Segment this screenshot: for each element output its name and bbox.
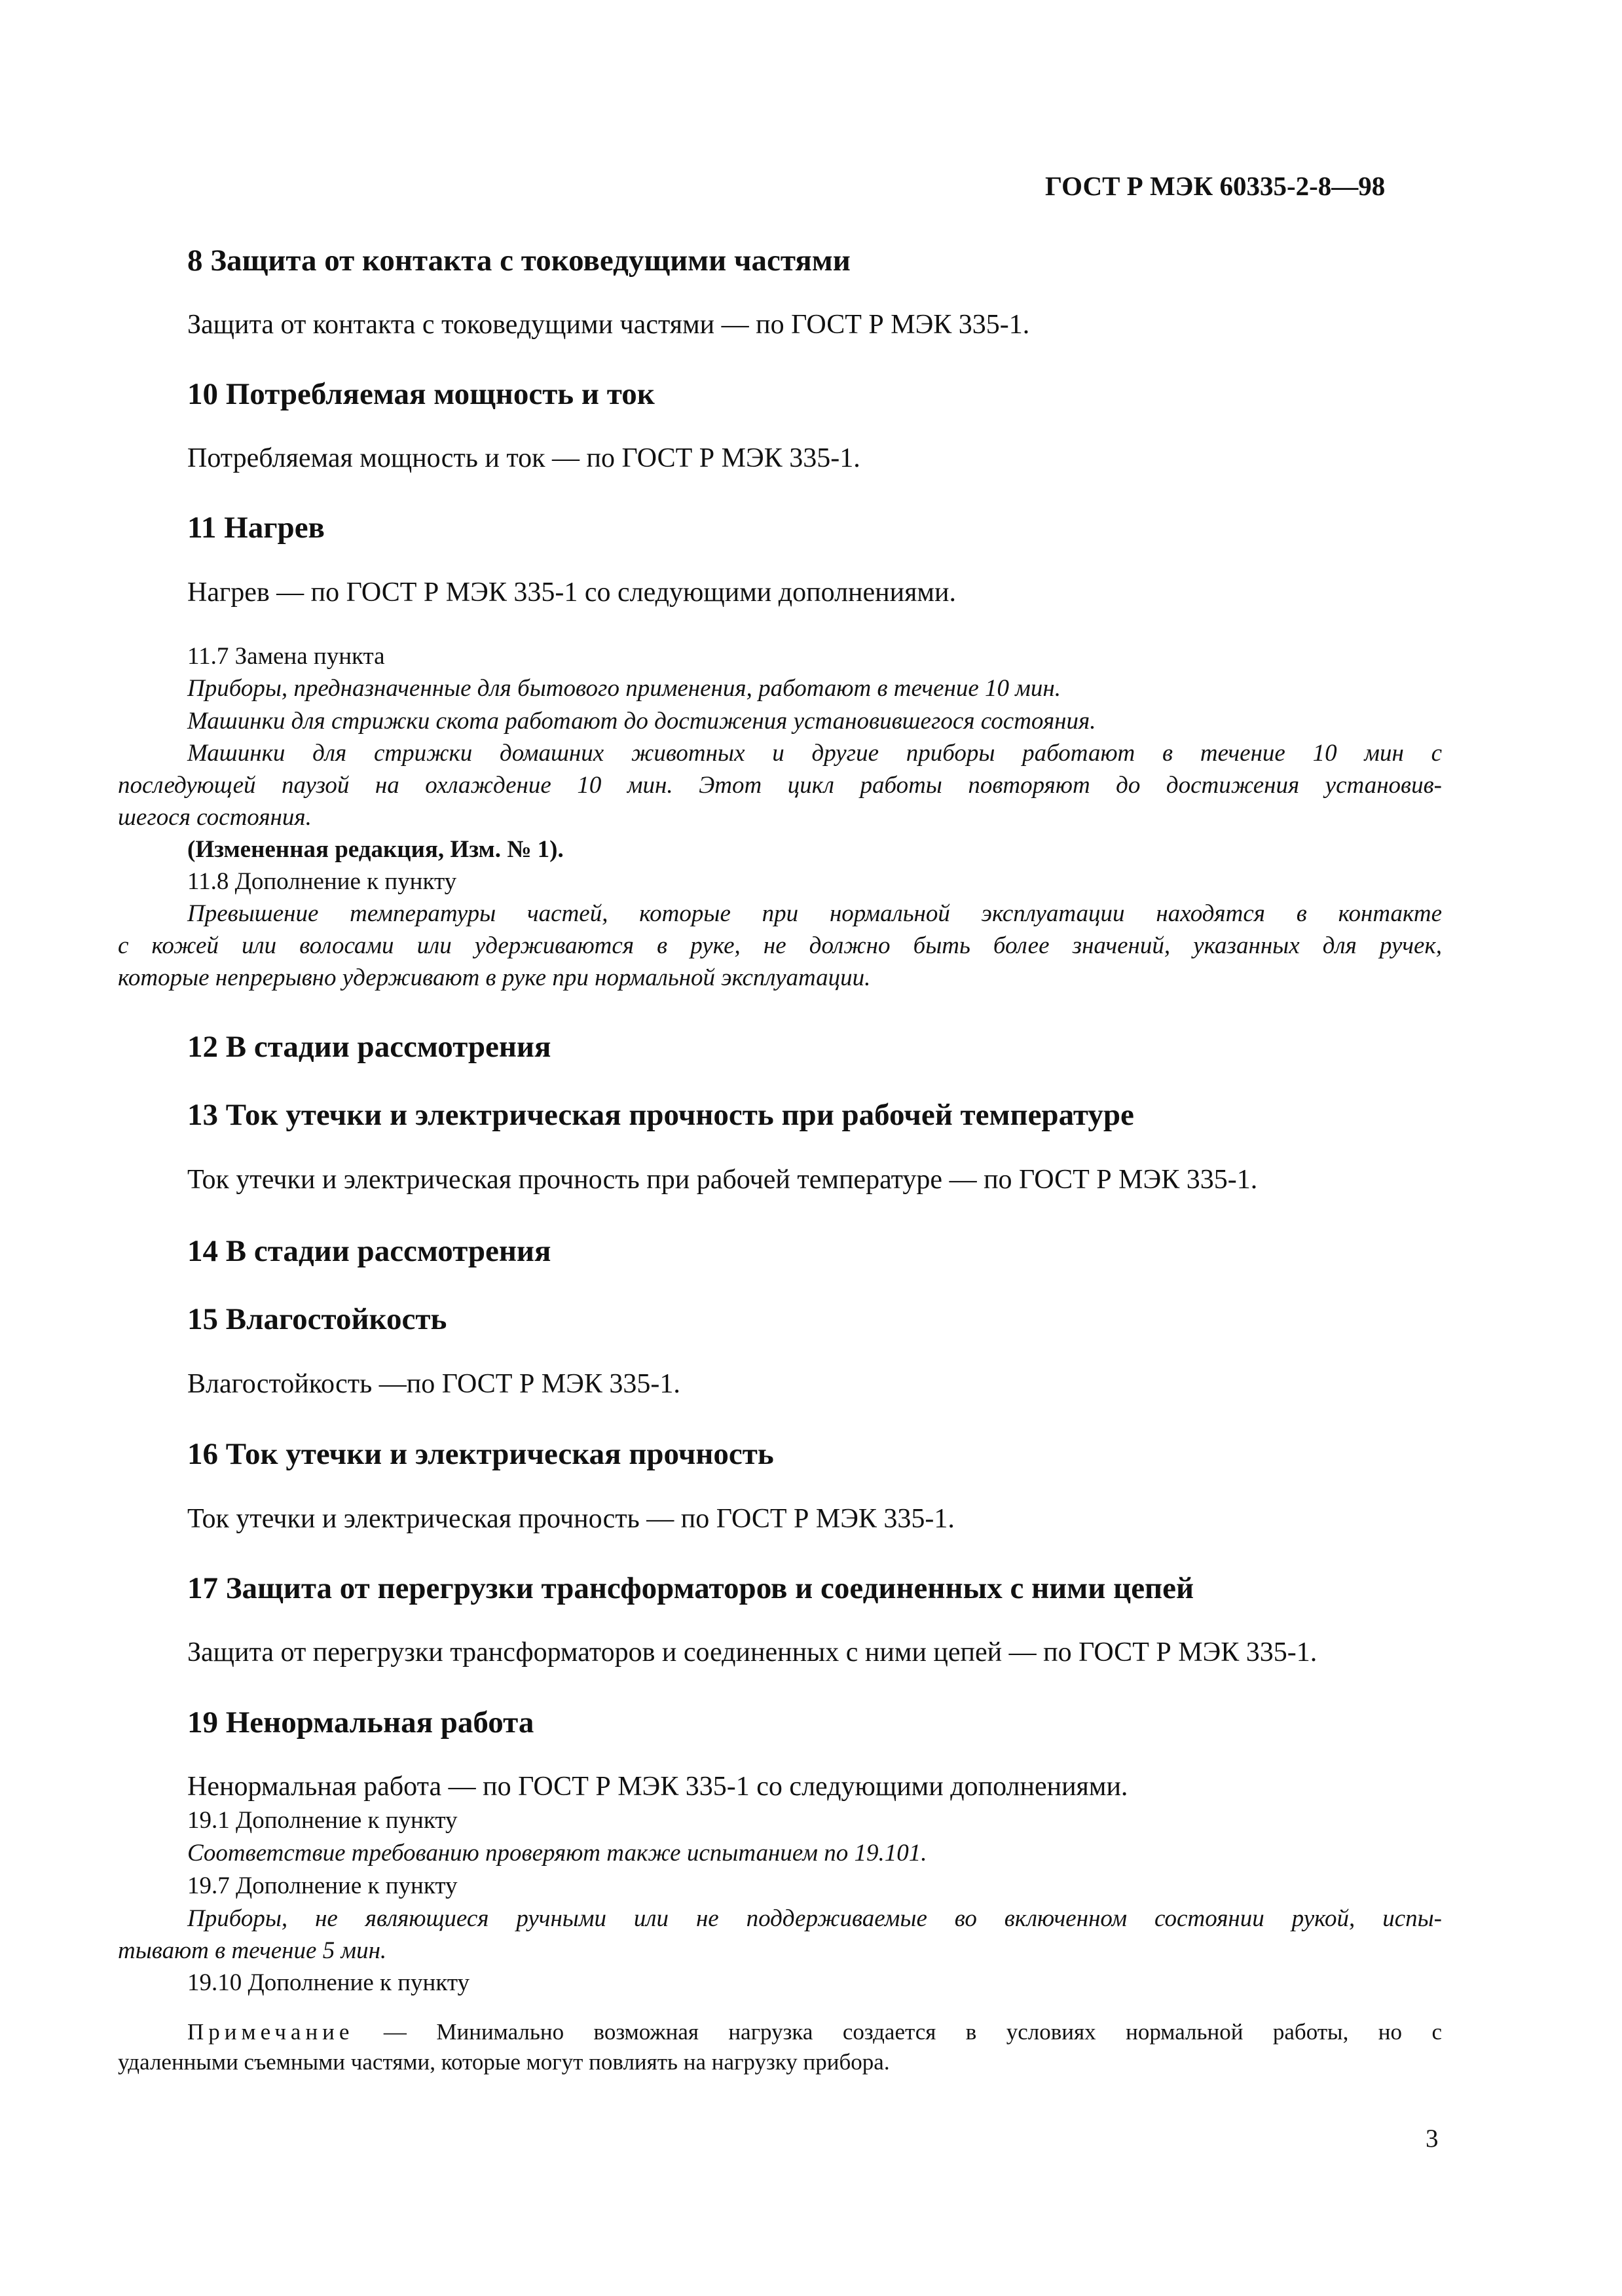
amendment-note: (Измененная редакция, Изм. № 1). <box>187 836 564 863</box>
section-heading-12: 12 В стадии рассмотрения <box>187 1030 551 1064</box>
clause-11-7-line: Приборы, предназначенные для бытового применения, работают в течение 10 мин. <box>187 675 1061 702</box>
clause-11-8: 11.8 Дополнение к пункту <box>187 868 457 895</box>
note-text: — Минимально возможная нагрузка создается в условиях нормальной работы, но с <box>354 2019 1442 2045</box>
clause-11-8-line: с кожей или волосами или удерживаются в руке, не должно быть более значений, указанных для ручек, <box>118 932 1442 959</box>
clause-11-7-line: последующей паузой на охлаждение 10 мин. Этот цикл работы повторяют до достижения установив- <box>118 772 1442 799</box>
clause-19-1-line: Соответствие требованию проверяют также испытанием по 19.101. <box>187 1840 927 1867</box>
clause-19-10: 19.10 Дополнение к пункту <box>187 1969 470 1996</box>
clause-11-7-line: Машинки для стрижки домашних животных и другие приборы работают в течение 10 мин с <box>187 740 1442 767</box>
clause-11-7-line: шегося состояния. <box>118 804 312 831</box>
section-text-8: Защита от контакта с токоведущими частями — по ГОСТ Р МЭК 335-1. <box>187 310 1030 340</box>
clause-19-7-line: Приборы, не являющиеся ручными или не поддерживаемые во включенном состоянии рукой, испы- <box>187 1905 1442 1932</box>
document-code: ГОСТ Р МЭК 60335-2-8—98 <box>1045 171 1386 201</box>
section-heading-13: 13 Ток утечки и электрическая прочность при рабочей температуре <box>187 1098 1134 1132</box>
section-text-11: Нагрев — по ГОСТ Р МЭК 335-1 со следующими дополнениями. <box>187 577 956 608</box>
section-text-16: Ток утечки и электрическая прочность — по ГОСТ Р МЭК 335-1. <box>187 1504 955 1534</box>
note <box>187 2019 1442 2045</box>
section-heading-11: 11 Нагрев <box>187 511 325 545</box>
section-text-10: Потребляемая мощность и ток — по ГОСТ Р МЭК 335-1. <box>187 443 860 473</box>
section-heading-14: 14 В стадии рассмотрения <box>187 1234 551 1268</box>
note-text: удаленными съемными частями, которые могут повлиять на нагрузку прибора. <box>118 2049 890 2075</box>
clause-11-8-line: которые непрерывно удерживают в руке при нормальной эксплуатации. <box>118 964 871 991</box>
section-heading-16: 16 Ток утечки и электрическая прочность <box>187 1437 774 1471</box>
section-heading-8: 8 Защита от контакта с токоведущими частями <box>187 244 851 278</box>
page-number: 3 <box>1426 2124 1439 2153</box>
section-heading-19: 19 Ненормальная работа <box>187 1705 534 1740</box>
section-text-19: Ненормальная работа — по ГОСТ Р МЭК 335-1 со следующими дополнениями. <box>187 1772 1128 1802</box>
section-text-15: Влагостойкость —по ГОСТ Р МЭК 335-1. <box>187 1369 680 1399</box>
section-heading-15: 15 Влагостойкость <box>187 1302 447 1336</box>
section-text-13: Ток утечки и электрическая прочность при рабочей температуре — по ГОСТ Р МЭК 335-1. <box>187 1165 1258 1195</box>
note-label: Примечание <box>187 2019 354 2045</box>
clause-19-7: 19.7 Дополнение к пункту <box>187 1872 458 1899</box>
section-heading-10: 10 Потребляемая мощность и ток <box>187 377 655 411</box>
clause-19-7-line: тывают в течение 5 мин. <box>118 1937 387 1964</box>
clause-11-8-line: Превышение температуры частей, которые при нормальной эксплуатации находятся в контакте <box>187 900 1442 927</box>
clause-19-1: 19.1 Дополнение к пункту <box>187 1807 458 1834</box>
clause-11-7: 11.7 Замена пункта <box>187 643 385 670</box>
section-heading-17: 17 Защита от перегрузки трансформаторов и соединенных с ними цепей <box>187 1571 1194 1605</box>
section-text-17: Защита от перегрузки трансформаторов и соединенных с ними цепей — по ГОСТ Р МЭК 335-1. <box>187 1637 1318 1667</box>
clause-11-7-line: Машинки для стрижки скота работают до достижения установившегося состояния. <box>187 708 1096 735</box>
